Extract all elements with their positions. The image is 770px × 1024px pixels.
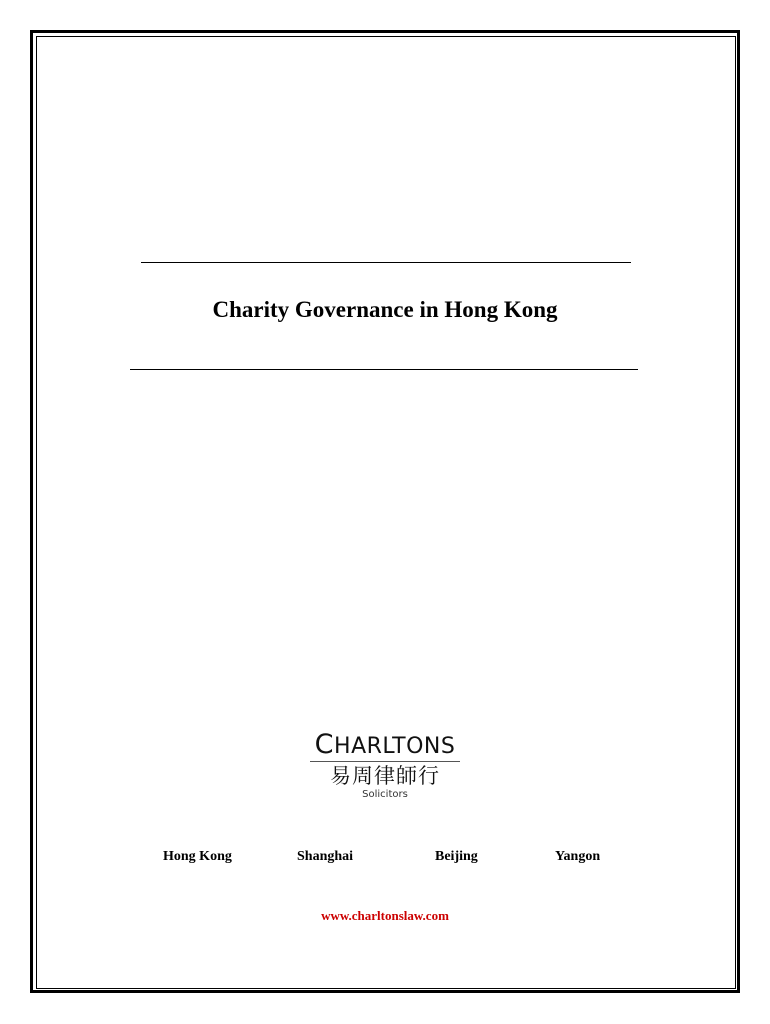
title-rule-top <box>141 262 631 263</box>
website-link[interactable]: www.charltonslaw.com <box>321 908 449 923</box>
office-location: Shanghai <box>297 849 354 864</box>
logo-subtitle: Solicitors <box>362 789 408 800</box>
office-location: Hong Kong <box>163 849 232 864</box>
office-location: Yangon <box>555 849 601 864</box>
logo-wordmark-rest: HARLTONS <box>334 734 456 759</box>
office-location: Beijing <box>435 849 478 864</box>
page-border-inner <box>36 36 736 989</box>
firm-logo <box>300 729 470 802</box>
logo-wordmark <box>300 729 470 760</box>
logo-divider <box>310 761 460 762</box>
document-title: Charity Governance in Hong Kong <box>212 297 558 322</box>
title-rule-bottom <box>130 369 638 370</box>
logo-wordmark-initial: C <box>314 729 335 760</box>
logo-chinese-name: 易周律師行 <box>330 764 440 788</box>
